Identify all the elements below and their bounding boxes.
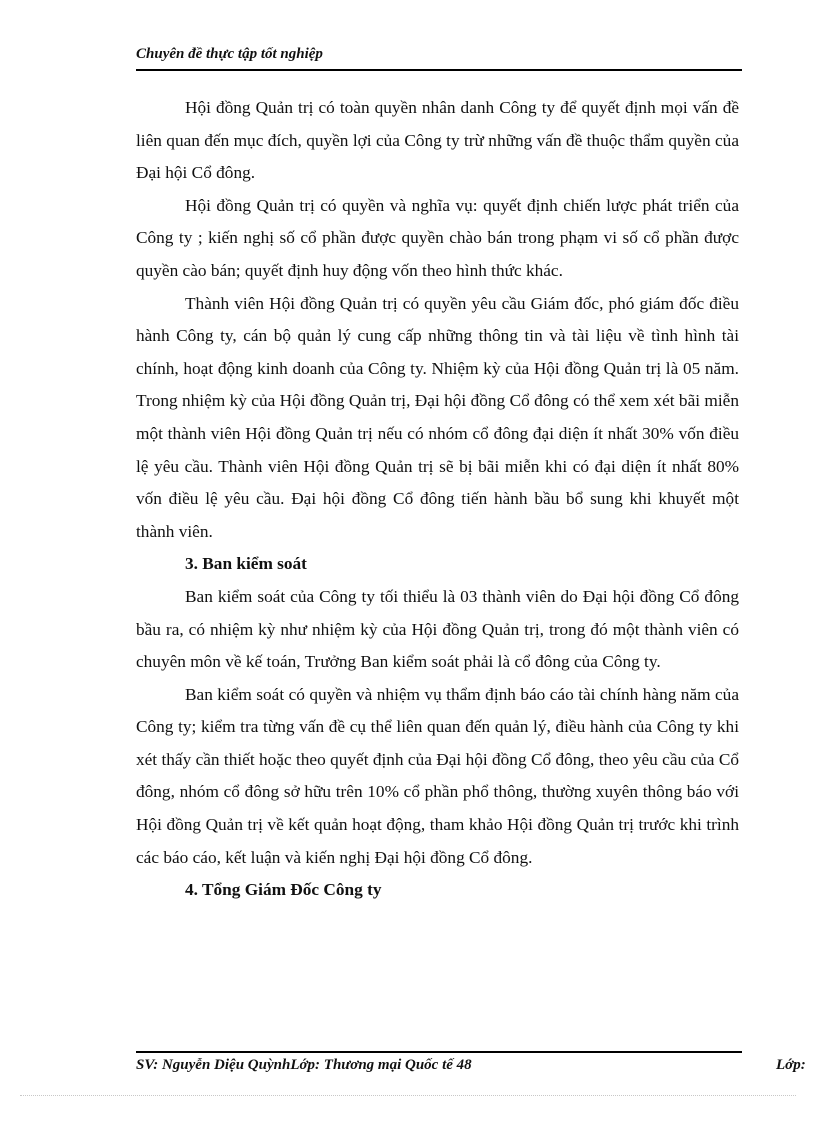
paragraph-board-members: Thành viên Hội đồng Quản trị có quyền yêu cầu Giám đốc, phó giám đốc điều hành Công ty, cán bộ quản lý cung cấp những thông tin và tài liệu về tình hình tài chính, hoạt động kinh doanh của Công ty. Nhiệm kỳ của Hội đồng Quản trị là 05 năm. Trong nhiệm kỳ của Hội đồng Quản trị, Đại hội đồng Cổ đông có thể xem xét bãi miễn một thành viên Hội đồng Quản trị nếu có nhóm cổ đông đại diện ít nhất 30% vốn điều lệ yêu cầu. Thành viên Hội đồng Quản trị sẽ bị bãi miễn khi có đại diện ít nhất 80% vốn điều lệ yêu cầu. Đại hội đồng Cổ đông tiến hành bầu bổ sung khi khuyết một thành viên. bbox=[136, 293, 739, 541]
section-heading-general-director: 4. Tổng Giám Đốc Công ty bbox=[185, 880, 382, 900]
page-bottom-border bbox=[20, 1095, 796, 1096]
paragraph-supervisory-duties: Ban kiểm soát có quyền và nhiệm vụ thẩm định báo cáo tài chính hàng năm của Công ty; kiểm tra từng vấn đề cụ thể liên quan đến quản lý, điều hành của Công ty khi xét thấy cần thiết hoặc theo quyết định của Đại hội đồng Cổ đông, theo yêu cầu của Cổ đông, nhóm cổ đông sở hữu trên 10% cổ phần phổ thông, thường xuyên thông báo với Hội đồng Quản trị về kết quản hoạt động, tham khảo Hội đồng Quản trị trước khi trình các báo cáo, kết luận và kiến nghị Đại hội đồng Cổ đông. bbox=[136, 684, 739, 867]
header-divider bbox=[136, 69, 742, 71]
document-body bbox=[136, 92, 739, 907]
footer-class-label: Lớp: bbox=[776, 1057, 806, 1073]
footer-student-info: SV: Nguyễn Diệu QuỳnhLớp: Thương mại Quốc tế 48 bbox=[136, 1057, 472, 1073]
paragraph-supervisory-composition: Ban kiểm soát của Công ty tối thiểu là 03 thành viên do Đại hội đồng Cổ đông bầu ra, có nhiệm kỳ như nhiệm kỳ của Hội đồng Quản trị, trong đó một thành viên có chuyên môn về kế toán, Trưởng Ban kiểm soát phải là cổ đông của Công ty. bbox=[136, 586, 739, 672]
section-heading-supervisory-board: 3. Ban kiểm soát bbox=[185, 554, 307, 574]
header-title: Chuyên đề thực tập tốt nghiệp bbox=[136, 46, 323, 62]
paragraph-board-authority: Hội đồng Quản trị có toàn quyền nhân danh Công ty để quyết định mọi vấn đề liên quan đến mục đích, quyền lợi của Công ty trừ những vấn đề thuộc thẩm quyền của Đại hội Cổ đông. bbox=[136, 98, 739, 183]
footer-divider bbox=[136, 1051, 742, 1053]
paragraph-board-rights: Hội đồng Quản trị có quyền và nghĩa vụ: quyết định chiến lược phát triển của Công ty ; kiến nghị số cổ phần được quyền chào bán trong phạm vi số cổ phần được quyền cào bán; quyết định huy động vốn theo hình thức khác. bbox=[136, 195, 739, 280]
